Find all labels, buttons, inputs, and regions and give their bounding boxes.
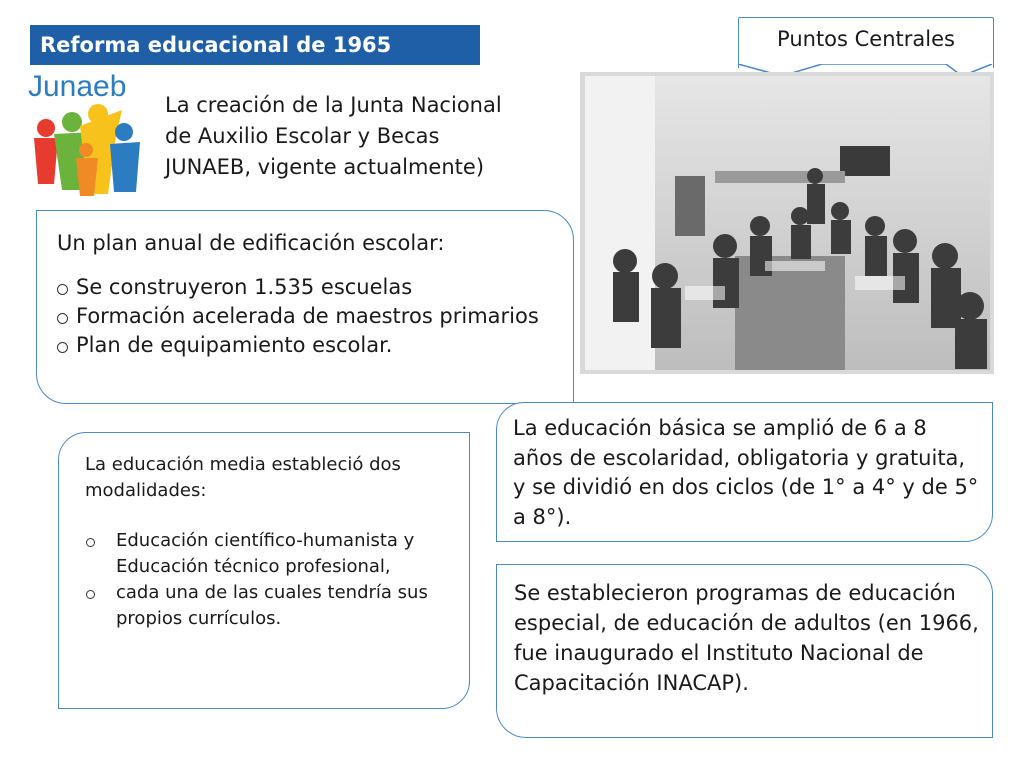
junaeb-logo — [24, 66, 148, 202]
bullet-icon — [57, 313, 68, 324]
media-list — [85, 528, 455, 632]
slide-title: Reforma educacional de 1965 — [30, 25, 480, 65]
list-item: Educación científico-humanista y Educación técnico profesional, — [85, 528, 455, 580]
plan-list — [57, 273, 557, 360]
junaeb-line: JUNAEB, vigente actualmente) — [165, 155, 485, 179]
plan-heading: Un plan anual de edificación escolar: — [57, 231, 445, 255]
logo-wordmark: Junaeb — [28, 70, 127, 103]
especial-text: Se establecieron programas de educación especial, de educación de adultos (en 1966, fue inaugurado el Instituto Nacional de Capacitación INACAP). — [514, 581, 979, 695]
list-item: Plan de equipamiento escolar. — [57, 331, 557, 360]
junaeb-description — [165, 90, 575, 183]
list-item: cada una de las cuales tendría sus propios currículos. — [85, 580, 455, 632]
list-item: Formación acelerada de maestros primarios — [57, 302, 557, 331]
junaeb-line: La creación de la Junta Nacional — [165, 93, 502, 117]
callout-label: Puntos Centrales — [777, 27, 955, 51]
bullet-icon — [57, 284, 68, 295]
classroom-photo — [585, 76, 990, 370]
bullet-icon — [86, 590, 95, 599]
basica-text: La educación básica se amplió de 6 a 8 años de escolaridad, obligatoria y gratuita, y se dividió en dos ciclos (de 1° a 4° y de 5° a 8°). — [513, 416, 979, 529]
bullet-icon — [86, 538, 95, 547]
callout-box — [738, 17, 994, 68]
junaeb-line: de Auxilio Escolar y Becas — [165, 124, 440, 148]
bullet-icon — [57, 342, 68, 353]
list-item: Se construyeron 1.535 escuelas — [57, 273, 557, 302]
media-heading: La educación media estableció dos modalidades: — [85, 454, 401, 501]
